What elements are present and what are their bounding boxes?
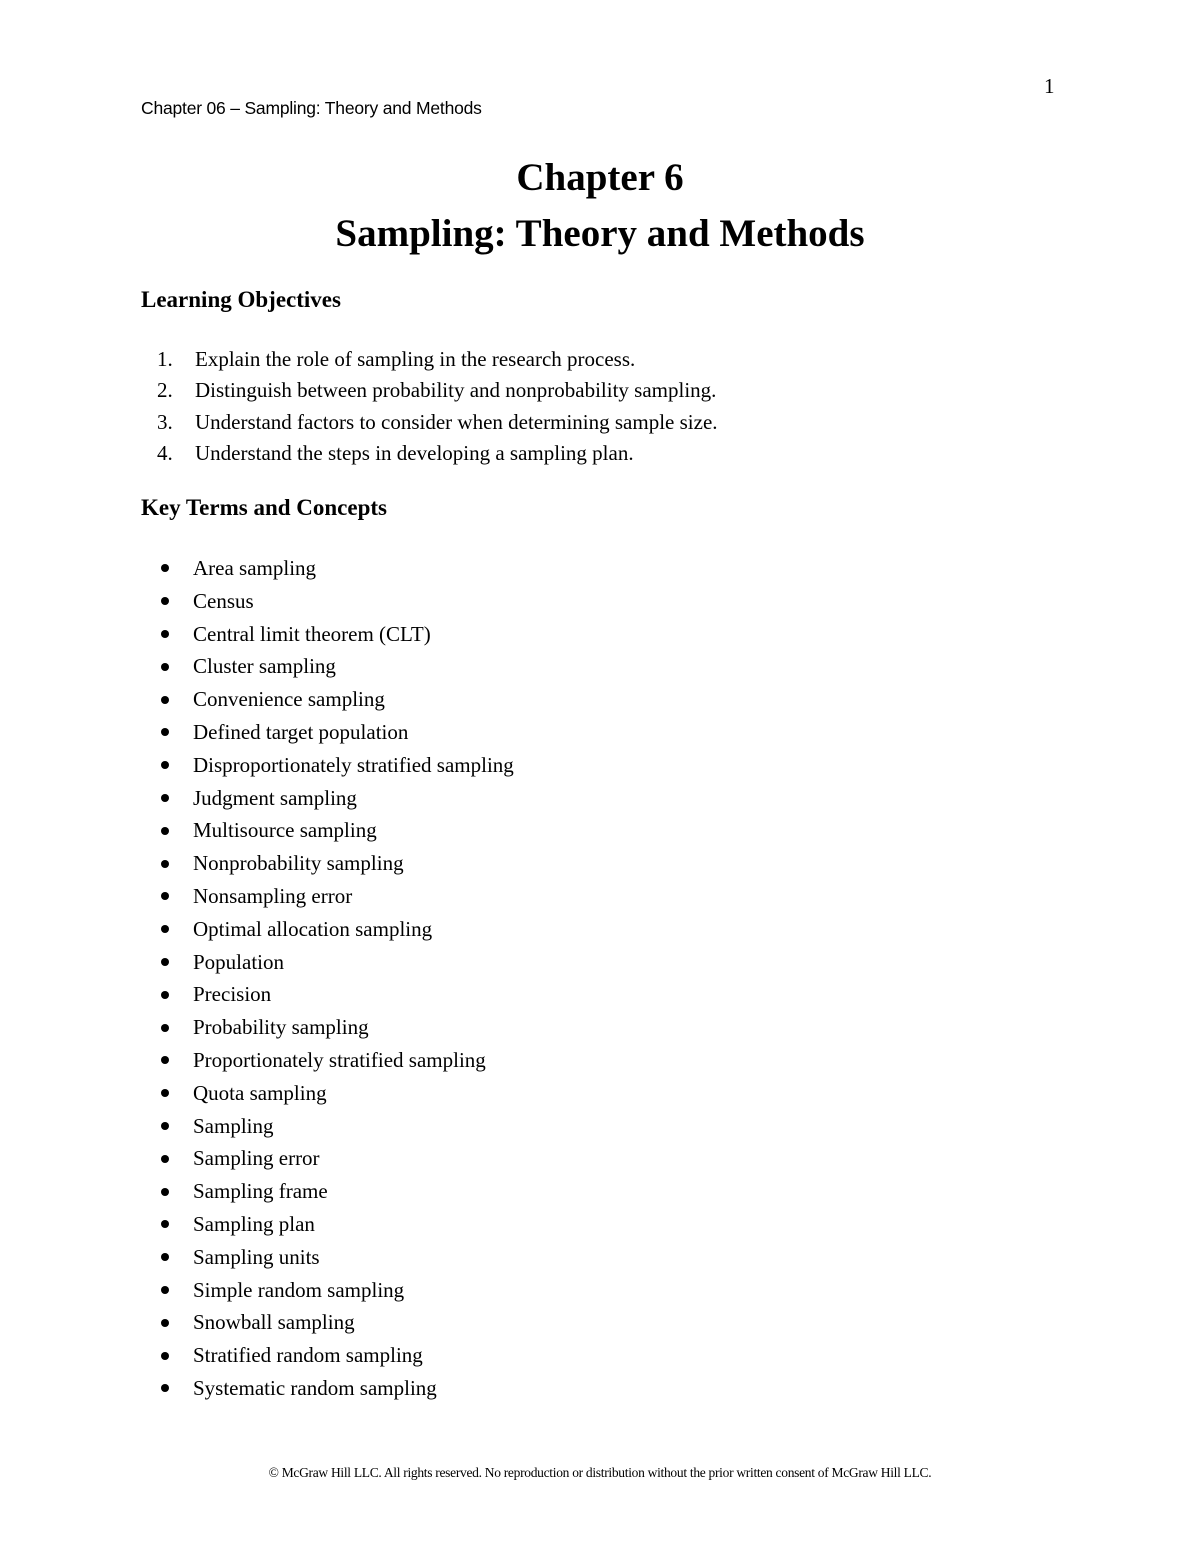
term-text: Systematic random sampling	[193, 1375, 437, 1400]
learning-objectives-heading: Learning Objectives	[141, 287, 341, 312]
learning-objectives-list	[141, 344, 718, 469]
term-text: Population	[193, 949, 285, 974]
bullet-icon	[141, 1122, 193, 1130]
objective-item	[141, 438, 718, 469]
term-item	[141, 1077, 514, 1110]
term-item	[141, 585, 514, 618]
bullet-icon	[141, 761, 193, 769]
objective-item	[141, 344, 718, 375]
term-text: Nonprobability sampling	[193, 851, 404, 876]
term-text: Sampling	[193, 1113, 274, 1138]
term-item	[141, 1044, 514, 1077]
term-item	[141, 1274, 514, 1307]
term-text: Sampling plan	[193, 1211, 315, 1236]
objective-text: Explain the role of sampling in the research process.	[195, 347, 636, 371]
bullet-icon	[141, 597, 193, 605]
bullet-icon	[141, 860, 193, 868]
term-item	[141, 683, 514, 716]
bullet-icon	[141, 892, 193, 900]
bullet-icon	[141, 1155, 193, 1163]
objective-number: 1.	[157, 347, 173, 371]
objective-number: 2.	[157, 378, 173, 403]
term-item	[141, 1306, 514, 1339]
bullet-icon	[141, 794, 193, 802]
term-text: Quota sampling	[193, 1080, 327, 1105]
bullet-icon	[141, 663, 193, 671]
bullet-icon	[141, 1352, 193, 1360]
term-item	[141, 1011, 514, 1044]
term-item	[141, 847, 514, 880]
term-text: Sampling units	[193, 1244, 320, 1269]
term-item	[141, 552, 514, 585]
page-number: 1	[1044, 74, 1055, 98]
term-item	[141, 1142, 514, 1175]
term-item	[141, 749, 514, 782]
term-text: Nonsampling error	[193, 883, 353, 908]
bullet-icon	[141, 1286, 193, 1294]
term-text: Disproportionately stratified sampling	[193, 752, 514, 777]
term-item	[141, 1372, 514, 1405]
term-text: Judgment sampling	[193, 785, 357, 810]
bullet-icon	[141, 958, 193, 966]
objective-text: Understand the steps in developing a sampling plan.	[195, 440, 634, 465]
bullet-icon	[141, 630, 193, 638]
bullet-icon	[141, 1024, 193, 1032]
term-item	[141, 913, 514, 946]
bullet-icon	[141, 827, 193, 835]
running-header: Chapter 06 – Sampling: Theory and Methods	[141, 98, 482, 118]
objective-item	[141, 407, 718, 438]
objective-number: 4.	[157, 440, 173, 465]
term-text: Precision	[193, 982, 272, 1007]
bullet-icon	[141, 925, 193, 933]
key-terms-list	[141, 552, 514, 1405]
term-text: Defined target population	[193, 719, 409, 744]
bullet-icon	[141, 1056, 193, 1064]
term-item	[141, 716, 514, 749]
bullet-icon	[141, 1089, 193, 1097]
term-text: Simple random sampling	[193, 1277, 405, 1302]
bullet-icon	[141, 728, 193, 736]
objective-text: Distinguish between probability and nonprobability sampling.	[195, 378, 717, 403]
term-item	[141, 1339, 514, 1372]
term-text: Cluster sampling	[193, 654, 336, 679]
bullet-icon	[141, 991, 193, 999]
term-item	[141, 814, 514, 847]
objective-number: 3.	[157, 409, 173, 434]
bullet-icon	[141, 1253, 193, 1261]
term-text: Proportionately stratified sampling	[193, 1047, 486, 1072]
term-text: Probability sampling	[193, 1015, 369, 1040]
bullet-icon	[141, 696, 193, 704]
bullet-icon	[141, 564, 193, 572]
term-text: Central limit theorem (CLT)	[193, 621, 431, 646]
key-terms-heading: Key Terms and Concepts	[141, 495, 387, 520]
objective-text: Understand factors to consider when determining sample size.	[195, 409, 718, 434]
term-text: Census	[193, 588, 254, 613]
term-text: Sampling error	[193, 1146, 320, 1171]
bullet-icon	[141, 1220, 193, 1228]
term-item	[141, 880, 514, 913]
term-text: Snowball sampling	[193, 1310, 355, 1335]
term-item	[141, 618, 514, 651]
term-item	[141, 1241, 514, 1274]
term-item	[141, 782, 514, 815]
term-text: Multisource sampling	[193, 818, 377, 843]
title-block	[0, 150, 1200, 262]
term-text: Convenience sampling	[193, 687, 385, 712]
chapter-subtitle: Sampling: Theory and Methods	[335, 212, 865, 255]
bullet-icon	[141, 1384, 193, 1392]
bullet-icon	[141, 1319, 193, 1327]
chapter-title: Chapter 6	[516, 156, 684, 199]
term-item	[141, 1175, 514, 1208]
term-text: Stratified random sampling	[193, 1343, 423, 1368]
bullet-icon	[141, 1188, 193, 1196]
term-text: Area sampling	[193, 556, 317, 580]
term-text: Sampling frame	[193, 1179, 328, 1204]
term-item	[141, 946, 514, 979]
copyright-footer: © McGraw Hill LLC. All rights reserved. No reproduction or distribution without the prior written consent of McGraw Hill LLC.	[268, 1465, 932, 1480]
term-text: Optimal allocation sampling	[193, 916, 433, 941]
term-item	[141, 978, 514, 1011]
objective-item	[141, 375, 718, 406]
term-item	[141, 650, 514, 683]
term-item	[141, 1110, 514, 1143]
term-item	[141, 1208, 514, 1241]
